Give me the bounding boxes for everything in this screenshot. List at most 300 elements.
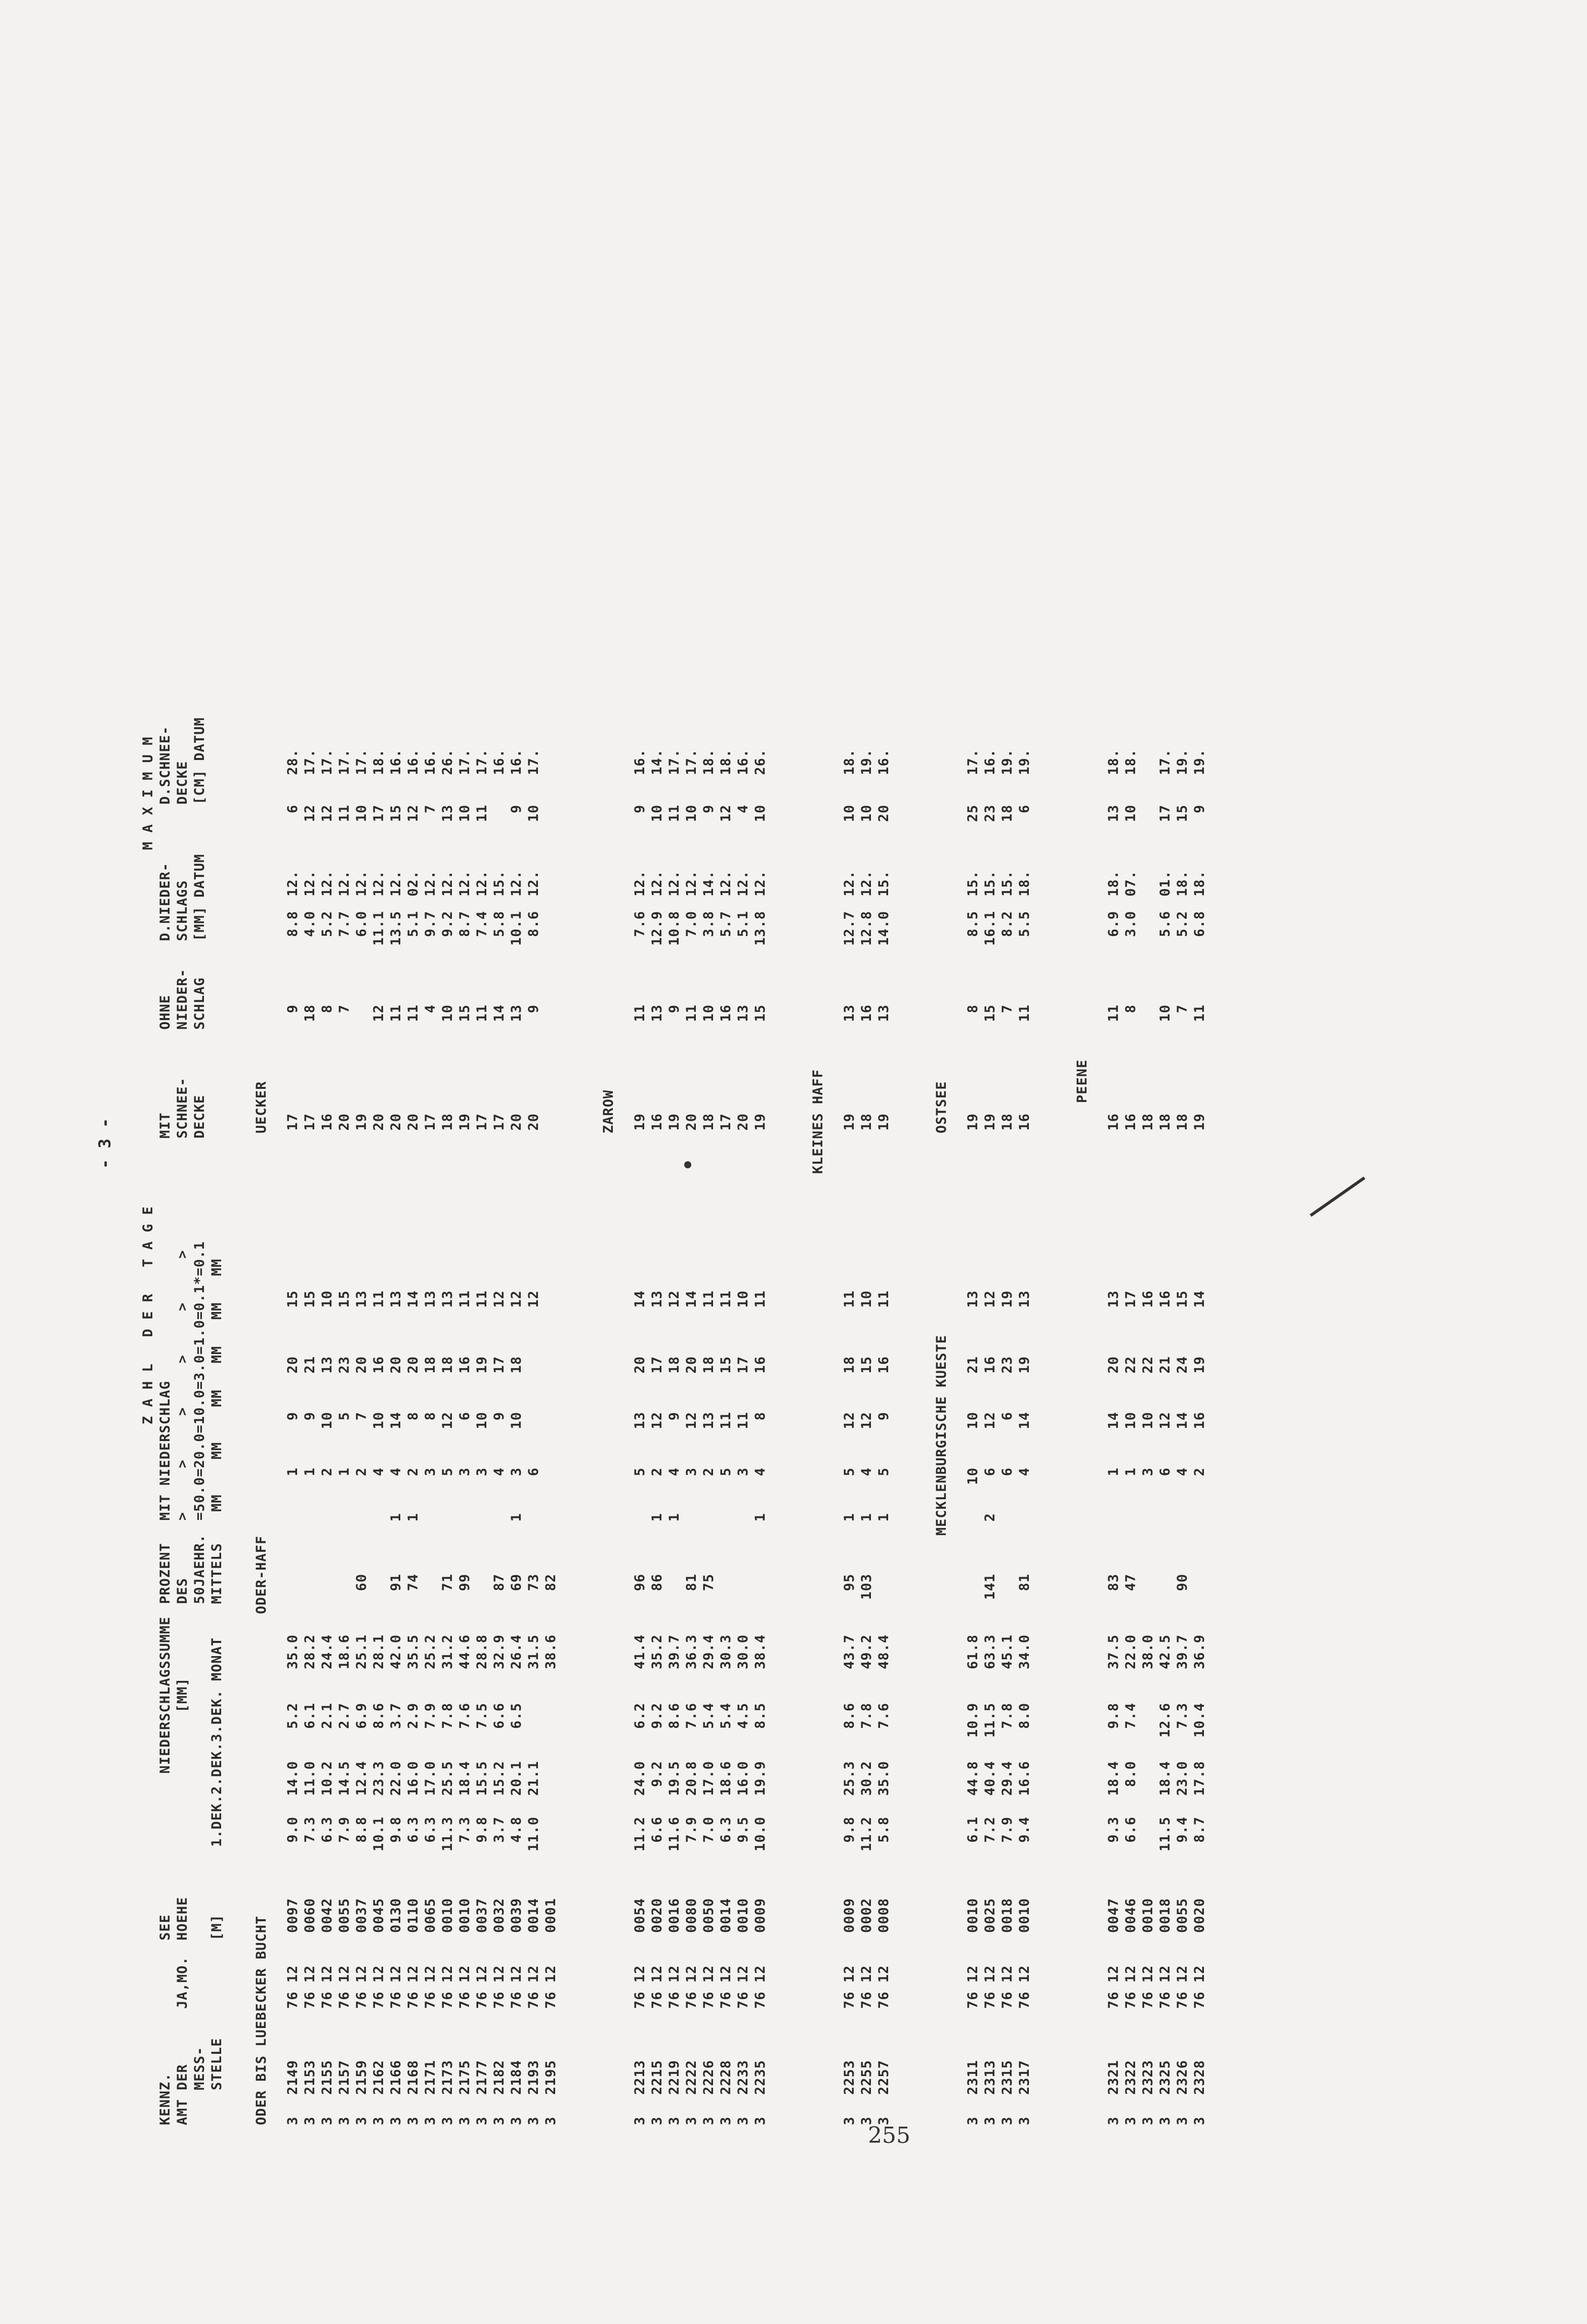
col-schneedecke: 17 [302,1113,318,1131]
col-dek1: 6.3 [319,1816,335,1843]
col-gt20: 4 [1175,1467,1190,1476]
col-schneedecke: 18 [1157,1113,1173,1131]
col-gt3: 16 [457,1356,473,1374]
col-gt20: 3 [423,1467,438,1476]
col-gt1: 14 [684,1290,699,1308]
col-ohne: 13 [876,1004,892,1022]
col-kennz: 2153 [302,2059,318,2095]
col-gt50: 1 [842,1513,857,1522]
header-zahl-der-tage: Z A H L D E R T A G E [140,1206,156,1424]
col-ohne: 11 [405,1004,421,1022]
col-see-hoehe: 0054 [632,1897,648,1933]
header-dekaden: 1.DEK.2.DEK.3.DEK. MONAT [209,1637,225,1847]
col-max-schnee: 15 [388,805,404,822]
col-max-schnee: 11 [666,805,682,822]
col-ja-mo: 76 12 [649,1965,665,2009]
col-gt1: 11 [457,1290,473,1308]
col-prozent: 47 [1123,1574,1139,1591]
col-monat: 31.2 [440,1634,455,1670]
col-max-schnee: 9 [509,805,524,814]
col-schneedecke: 20 [526,1113,541,1131]
col-kennz: 2235 [753,2059,768,2095]
col-max-nieder-datum: 15. [999,870,1015,897]
col-ja-mo: 76 12 [457,1965,473,2009]
col-monat: 25.2 [423,1634,438,1670]
col-max-schnee-datum: 18. [371,749,387,775]
col-see-hoehe: 0010 [457,1897,473,1933]
col-see-hoehe: 0045 [371,1897,387,1933]
col-gt10: 11 [718,1412,734,1429]
col-dek2: 40.4 [982,1761,998,1796]
col-max-nieder-datum: 12. [666,870,682,897]
col-ohne: 10 [1157,1004,1173,1022]
col-max-schnee-datum: 19. [1175,749,1190,775]
col-gt20: 6 [982,1467,998,1476]
col-gt10: 14 [1017,1412,1032,1429]
col-dek1: 9.5 [735,1816,751,1843]
col-gt10: 8 [423,1412,438,1421]
col-see-hoehe: 0018 [999,1897,1015,1933]
col-dek1: 7.0 [701,1816,717,1843]
col-max-nieder: 11.1 [371,911,387,946]
col-max-schnee-datum: 16. [509,749,524,775]
col-max-schnee: 13 [1106,805,1121,822]
col-max-nieder-datum: 12. [859,870,874,897]
col-dek1: 6.6 [1123,1816,1139,1843]
col-gt50: 1 [876,1513,892,1522]
col-ja-mo: 76 12 [701,1965,717,2009]
col-kennz: 2173 [440,2059,455,2095]
col-max-schnee-datum: 18. [842,749,857,775]
col-ja-mo: 76 12 [354,1965,369,2009]
col-dek1: 11.2 [632,1816,648,1852]
col-monat: 36.9 [1192,1634,1207,1670]
col-schneedecke: 19 [965,1113,981,1131]
col-schneedecke: 17 [423,1113,438,1131]
col-gt10: 10 [371,1412,387,1429]
col-monat: 28.1 [371,1634,387,1670]
col-max-nieder: 7.0 [684,911,699,937]
col-max-nieder-datum: 12. [509,870,524,897]
table-row [1122,708,1140,2125]
col-gt1: 11 [842,1290,857,1308]
col-max-schnee: 23 [982,805,998,822]
col-kennz: 2222 [684,2059,699,2095]
col-gt3: 22 [1123,1356,1139,1374]
col-monat: 32.9 [491,1634,507,1670]
col-gt10: 12 [1157,1412,1173,1429]
table-row [841,708,858,2125]
col-gt1: 19 [999,1290,1015,1308]
col-see-hoehe: 0010 [1140,1897,1156,1933]
col-ja-mo: 76 12 [842,1965,857,2009]
col-max-schnee: 25 [965,805,981,822]
col-gt3: 18 [440,1356,455,1374]
col-amt: 3 [1123,2116,1139,2125]
section-label-right: KLEINES HAFF [810,1069,826,1174]
table-row [1105,708,1122,2125]
col-gt3: 20 [632,1356,648,1374]
col-schneedecke: 20 [337,1113,352,1131]
col-max-schnee-datum: 17. [302,749,318,775]
col-monat: 42.5 [1157,1634,1173,1670]
col-gt3: 24 [1175,1356,1190,1374]
col-max-schnee: 10 [753,805,768,822]
col-dek2: 17.0 [423,1761,438,1796]
col-max-schnee: 12 [302,805,318,822]
col-gt10: 9 [491,1412,507,1421]
col-ohne: 4 [423,1004,438,1013]
col-max-schnee: 17 [1157,805,1173,822]
col-max-nieder-datum: 12. [388,870,404,897]
col-amt: 3 [423,2116,438,2125]
col-ohne: 8 [965,1004,981,1013]
col-max-schnee-datum: 26. [440,749,455,775]
table-row [284,708,302,2125]
col-prozent: 83 [1106,1574,1121,1591]
col-dek1: 6.3 [423,1816,438,1843]
col-gt10: 14 [388,1412,404,1429]
col-see-hoehe: 0055 [337,1897,352,1933]
col-max-nieder-datum: 12. [302,870,318,897]
col-dek3: 7.5 [474,1703,490,1729]
col-prozent: 90 [1175,1574,1190,1591]
col-amt: 3 [1106,2116,1121,2125]
col-dek2: 29.4 [999,1761,1015,1796]
col-max-nieder-datum: 12. [337,870,352,897]
col-ja-mo: 76 12 [982,1965,998,2009]
col-max-schnee: 9 [632,805,648,814]
col-gt20: 2 [354,1467,369,1476]
col-gt3: 18 [423,1356,438,1374]
col-ohne: 15 [982,1004,998,1022]
col-dek3: 2.9 [405,1703,421,1729]
col-max-schnee: 10 [649,805,665,822]
col-prozent: 60 [354,1574,369,1591]
col-ja-mo: 76 12 [1017,1965,1032,2009]
col-gt20: 5 [718,1467,734,1476]
col-max-nieder: 3.0 [1123,911,1139,937]
col-max-schnee: 6 [285,805,301,814]
col-dek2: 9.2 [649,1761,665,1787]
col-gt10: 9 [666,1412,682,1421]
col-max-schnee: 10 [842,805,857,822]
col-gt50: 1 [859,1513,874,1522]
col-kennz: 2322 [1123,2059,1139,2095]
col-max-schnee: 11 [337,805,352,822]
col-schneedecke: 18 [999,1113,1015,1131]
col-dek1: 3.7 [491,1816,507,1843]
col-ohne: 8 [1123,1004,1139,1013]
col-gt1: 13 [423,1290,438,1308]
col-see-hoehe: 0009 [753,1897,768,1933]
col-kennz: 2313 [982,2059,998,2095]
col-max-schnee: 18 [999,805,1015,822]
col-max-nieder-datum: 12. [753,870,768,897]
col-dek3: 11.5 [982,1703,998,1738]
col-see-hoehe: 0008 [876,1897,892,1933]
col-max-schnee-datum: 18. [1106,749,1121,775]
col-kennz: 2213 [632,2059,648,2095]
col-ja-mo: 76 12 [718,1965,734,2009]
col-gt20: 3 [474,1467,490,1476]
col-max-nieder-datum: 12. [440,870,455,897]
col-gt20: 3 [735,1467,751,1476]
col-max-nieder-datum: 15. [982,870,998,897]
col-see-hoehe: 0080 [684,1897,699,1933]
col-ohne: 16 [718,1004,734,1022]
col-max-schnee-datum: 17. [526,749,541,775]
col-ohne: 15 [753,1004,768,1022]
col-gt10: 16 [1192,1412,1207,1429]
col-max-nieder: 5.8 [491,911,507,937]
col-ja-mo: 76 12 [319,1965,335,2009]
col-amt: 3 [965,2116,981,2125]
col-ohne: 16 [859,1004,874,1022]
col-schneedecke: 16 [1106,1113,1121,1131]
col-see-hoehe: 0014 [718,1897,734,1933]
col-monat: 29.4 [701,1634,717,1670]
col-monat: 30.0 [735,1634,751,1670]
col-ja-mo: 76 12 [632,1965,648,2009]
col-gt3: 16 [753,1356,768,1374]
table-row [1140,708,1157,2125]
col-amt: 3 [405,2116,421,2125]
col-max-schnee-datum: 16. [388,749,404,775]
col-gt3: 21 [1157,1356,1173,1374]
col-gt20: 6 [526,1467,541,1476]
col-dek1: 9.0 [285,1816,301,1843]
col-amt: 3 [982,2116,998,2125]
col-monat: 24.4 [319,1634,335,1670]
col-kennz: 2219 [666,2059,682,2095]
col-kennz: 2184 [509,2059,524,2095]
col-gt10: 12 [859,1412,874,1429]
col-gt50: 1 [509,1513,524,1522]
col-ja-mo: 76 12 [509,1965,524,2009]
col-see-hoehe: 0110 [405,1897,421,1933]
header-mit-schneedecke: MIT SCHNEE- DECKE [157,1077,207,1138]
col-max-schnee: 10 [354,805,369,822]
col-max-nieder: 13.5 [388,911,404,946]
col-gt3: 22 [1140,1356,1156,1374]
col-schneedecke: 19 [982,1113,998,1131]
section-label-middle: MECKLENBURGISCHE KUESTE [934,1335,949,1536]
col-gt3: 23 [999,1356,1015,1374]
table-row [388,708,405,2125]
col-dek2: 25.5 [440,1761,455,1796]
header-ohne-niederschlag: OHNE NIEDER- SCHLAG [157,968,207,1030]
col-gt10: 12 [649,1412,665,1429]
col-ohne: 11 [684,1004,699,1022]
col-see-hoehe: 0001 [543,1897,559,1933]
col-max-nieder: 5.6 [1157,911,1173,937]
col-dek1: 7.2 [982,1816,998,1843]
col-amt: 3 [337,2116,352,2125]
col-ja-mo: 76 12 [440,1965,455,2009]
col-dek3: 2.7 [337,1703,352,1729]
col-dek3: 7.9 [423,1703,438,1729]
col-prozent: 87 [491,1574,507,1591]
col-dek1: 9.8 [388,1816,404,1843]
col-ohne: 15 [457,1004,473,1022]
col-dek1: 9.4 [1017,1816,1032,1843]
col-max-schnee-datum: 18. [1123,749,1139,775]
col-dek2: 17.0 [701,1761,717,1796]
col-schneedecke: 16 [649,1113,665,1131]
table-row [353,708,370,2125]
col-gt1: 16 [1157,1290,1173,1308]
col-kennz: 2233 [735,2059,751,2095]
col-ohne: 11 [474,1004,490,1022]
col-amt: 3 [1175,2116,1190,2125]
col-max-schnee-datum: 19. [859,749,874,775]
col-dek1: 8.8 [354,1816,369,1843]
col-dek3: 6.2 [632,1703,648,1729]
col-dek1: 9.3 [1106,1816,1121,1843]
col-dek1: 7.9 [684,1816,699,1843]
col-max-nieder: 16.1 [982,911,998,946]
col-amt: 3 [526,2116,541,2125]
col-gt3: 15 [859,1356,874,1374]
col-gt10: 10 [474,1412,490,1429]
col-max-nieder-datum: 18. [1106,870,1121,897]
col-gt20: 4 [666,1467,682,1476]
col-monat: 35.5 [405,1634,421,1670]
col-gt10: 13 [632,1412,648,1429]
table-row [1191,708,1208,2125]
col-prozent: 81 [684,1574,699,1591]
col-ohne: 10 [440,1004,455,1022]
col-gt1: 11 [753,1290,768,1308]
col-max-nieder-datum: 12. [474,870,490,897]
col-gt10: 12 [982,1412,998,1429]
col-max-nieder-datum: 15. [491,870,507,897]
col-max-nieder: 4.0 [302,911,318,937]
col-schneedecke: 18 [859,1113,874,1131]
col-max-schnee-datum: 17. [684,749,699,775]
col-gt1: 13 [1106,1290,1121,1308]
col-ja-mo: 76 12 [965,1965,981,2009]
col-gt3: 15 [718,1356,734,1374]
section-labels [600,607,617,2125]
col-gt20: 2 [1192,1467,1207,1476]
col-max-nieder-datum: 12. [649,870,665,897]
col-dek2: 22.0 [388,1761,404,1796]
table-row [735,708,752,2125]
col-schneedecke: 17 [718,1113,734,1131]
col-gt1: 12 [666,1290,682,1308]
col-ja-mo: 76 12 [735,1965,751,2009]
header-max-niederschlag: D.NIEDER- SCHLAGS [MM] DATUM [157,854,207,941]
col-gt3: 17 [649,1356,665,1374]
col-dek2: 16.0 [735,1761,751,1796]
col-max-schnee: 17 [371,805,387,822]
col-gt3: 23 [337,1356,352,1374]
col-amt: 3 [1140,2116,1156,2125]
col-dek2: 16.6 [1017,1761,1032,1796]
col-gt3: 19 [1192,1356,1207,1374]
col-max-nieder: 14.0 [876,911,892,946]
table-row [965,708,982,2125]
col-max-nieder: 12.7 [842,911,857,946]
col-kennz: 2253 [842,2059,857,2095]
col-max-nieder: 13.8 [753,911,768,946]
col-amt: 3 [649,2116,665,2125]
col-gt1: 13 [965,1290,981,1308]
header-maximum: M A X I M U M [140,736,156,850]
page-title: - 3 - [95,1117,114,1169]
col-gt10: 9 [285,1412,301,1421]
table-row [319,708,336,2125]
col-gt20: 4 [859,1467,874,1476]
col-dek3: 12.6 [1157,1703,1173,1738]
col-gt10: 9 [876,1412,892,1421]
col-ohne: 9 [666,1004,682,1013]
col-max-nieder-datum: 18. [1175,870,1190,897]
col-dek2: 18.4 [1157,1761,1173,1796]
col-monat: 22.0 [1123,1634,1139,1670]
col-dek2: 35.0 [876,1761,892,1796]
col-dek3: 10.9 [965,1703,981,1738]
col-schneedecke: 19 [1192,1113,1207,1131]
col-max-nieder-datum: 18. [1017,870,1032,897]
col-dek3: 10.4 [1192,1703,1207,1738]
col-gt10: 12 [684,1412,699,1429]
col-max-nieder: 10.1 [509,911,524,946]
col-ohne: 13 [735,1004,751,1022]
col-kennz: 2311 [965,2059,981,2095]
col-ja-mo: 76 12 [491,1965,507,2009]
col-kennz: 2175 [457,2059,473,2095]
col-max-nieder: 9.2 [440,911,455,937]
table-row [858,708,875,2125]
col-monat: 28.2 [302,1634,318,1670]
col-gt50: 1 [388,1513,404,1522]
col-gt20: 6 [1157,1467,1173,1476]
col-monat: 43.7 [842,1634,857,1670]
col-gt1: 12 [982,1290,998,1308]
col-ja-mo: 76 12 [405,1965,421,2009]
col-prozent: 86 [649,1574,665,1591]
col-max-schnee-datum: 28. [285,749,301,775]
table-row [542,708,560,2125]
col-dek3: 8.6 [842,1703,857,1729]
col-gt50: 1 [649,1513,665,1522]
col-gt10: 13 [701,1412,717,1429]
col-dek3: 6.1 [302,1703,318,1729]
col-ja-mo: 76 12 [876,1965,892,2009]
col-gt1: 10 [319,1290,335,1308]
col-gt1: 11 [876,1290,892,1308]
col-kennz: 2177 [474,2059,490,2095]
col-gt3: 20 [405,1356,421,1374]
col-gt3: 20 [1106,1356,1121,1374]
col-gt3: 20 [285,1356,301,1374]
col-max-nieder-datum: 02. [405,870,421,897]
section-label-right: OSTSEE [934,1081,949,1133]
col-dek3: 7.8 [999,1703,1015,1729]
col-max-nieder-datum: 15. [965,870,981,897]
col-ohne: 7 [999,1004,1015,1013]
section-labels [810,607,827,2125]
col-schneedecke: 19 [876,1113,892,1131]
col-ohne: 7 [1175,1004,1190,1013]
col-dek2: 12.4 [354,1761,369,1796]
col-max-schnee-datum: 19. [999,749,1015,775]
col-ja-mo: 76 12 [337,1965,352,2009]
col-dek2: 20.1 [509,1761,524,1796]
